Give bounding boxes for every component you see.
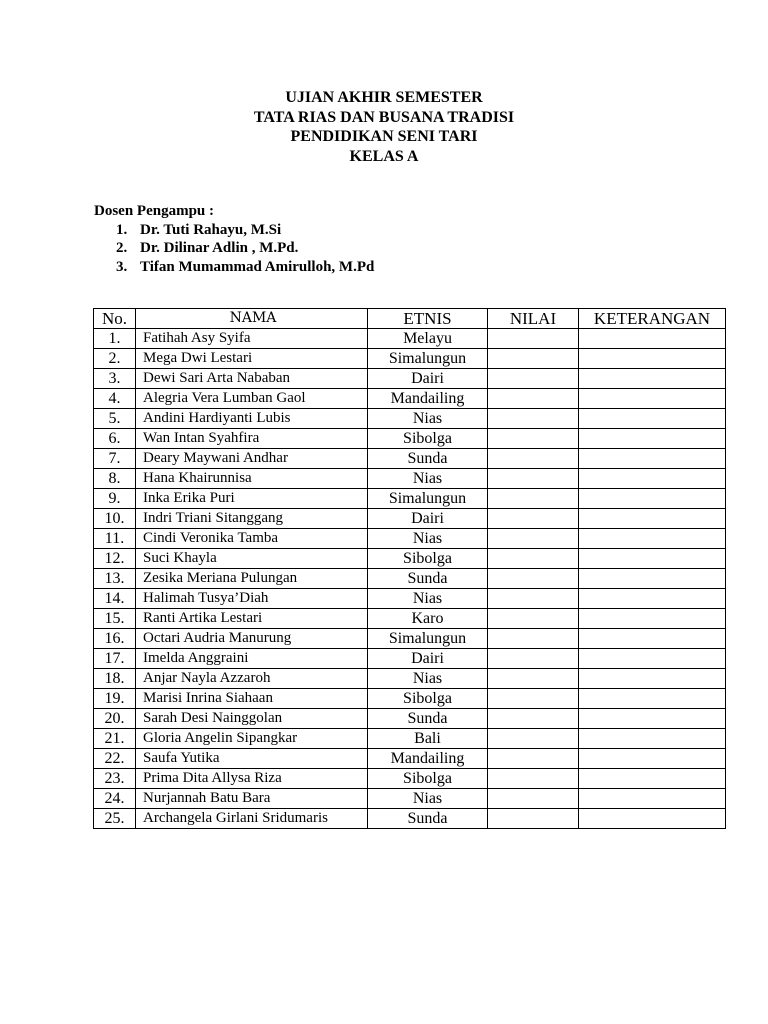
cell-etnis: Mandailing xyxy=(368,749,488,769)
lecturer-list xyxy=(94,221,374,277)
table-row xyxy=(94,369,726,389)
column-header-no: No. xyxy=(94,309,136,329)
cell-keterangan xyxy=(579,669,726,689)
cell-keterangan xyxy=(579,569,726,589)
table-row xyxy=(94,669,726,689)
table-row xyxy=(94,489,726,509)
cell-etnis: Nias xyxy=(368,589,488,609)
cell-nama: Suci Khayla xyxy=(136,549,368,569)
cell-nama: Archangela Girlani Sridumaris xyxy=(136,809,368,829)
cell-keterangan xyxy=(579,449,726,469)
cell-etnis: Sunda xyxy=(368,809,488,829)
cell-etnis: Simalungun xyxy=(368,489,488,509)
cell-etnis: Nias xyxy=(368,669,488,689)
cell-etnis: Dairi xyxy=(368,509,488,529)
cell-keterangan xyxy=(579,709,726,729)
table-row xyxy=(94,329,726,349)
cell-no: 19. xyxy=(94,689,136,709)
cell-nilai xyxy=(488,769,579,789)
cell-nama: Indri Triani Sitanggang xyxy=(136,509,368,529)
cell-no: 7. xyxy=(94,449,136,469)
lecturer-number: 1. xyxy=(116,221,128,238)
cell-etnis: Karo xyxy=(368,609,488,629)
cell-no: 21. xyxy=(94,729,136,749)
cell-nilai xyxy=(488,549,579,569)
column-header-nilai: NILAI xyxy=(488,309,579,329)
cell-nama: Sarah Desi Nainggolan xyxy=(136,709,368,729)
cell-nilai xyxy=(488,529,579,549)
cell-no: 4. xyxy=(94,389,136,409)
cell-no: 8. xyxy=(94,469,136,489)
cell-keterangan xyxy=(579,769,726,789)
table-row xyxy=(94,809,726,829)
cell-no: 5. xyxy=(94,409,136,429)
document-title xyxy=(0,88,768,166)
cell-nama: Fatihah Asy Syifa xyxy=(136,329,368,349)
cell-keterangan xyxy=(579,349,726,369)
cell-keterangan xyxy=(579,389,726,409)
lecturer-number: 3. xyxy=(116,258,128,275)
cell-nama: Dewi Sari Arta Nababan xyxy=(136,369,368,389)
cell-keterangan xyxy=(579,789,726,809)
cell-no: 3. xyxy=(94,369,136,389)
cell-no: 9. xyxy=(94,489,136,509)
cell-etnis: Nias xyxy=(368,469,488,489)
cell-no: 17. xyxy=(94,649,136,669)
cell-nilai xyxy=(488,749,579,769)
table-row xyxy=(94,449,726,469)
cell-etnis: Sibolga xyxy=(368,689,488,709)
cell-keterangan xyxy=(579,409,726,429)
cell-nilai xyxy=(488,609,579,629)
title-line-class: KELAS A xyxy=(349,147,419,165)
cell-nama: Saufa Yutika xyxy=(136,749,368,769)
cell-no: 18. xyxy=(94,669,136,689)
cell-keterangan xyxy=(579,629,726,649)
cell-nilai xyxy=(488,569,579,589)
column-header-etnis: ETNIS xyxy=(368,309,488,329)
cell-keterangan xyxy=(579,369,726,389)
cell-nilai xyxy=(488,449,579,469)
cell-keterangan xyxy=(579,489,726,509)
lecturer-name: Tifan Mumammad Amirulloh, M.Pd xyxy=(140,258,375,275)
cell-no: 15. xyxy=(94,609,136,629)
cell-nilai xyxy=(488,709,579,729)
cell-no: 16. xyxy=(94,629,136,649)
cell-nama: Alegria Vera Lumban Gaol xyxy=(136,389,368,409)
cell-keterangan xyxy=(579,729,726,749)
column-header-keterangan: KETERANGAN xyxy=(579,309,726,329)
cell-etnis: Simalungun xyxy=(368,349,488,369)
cell-etnis: Sibolga xyxy=(368,769,488,789)
cell-etnis: Nias xyxy=(368,409,488,429)
cell-no: 11. xyxy=(94,529,136,549)
cell-nama: Marisi Inrina Siahaan xyxy=(136,689,368,709)
table-row xyxy=(94,629,726,649)
cell-keterangan xyxy=(579,429,726,449)
cell-nama: Octari Audria Manurung xyxy=(136,629,368,649)
cell-etnis: Dairi xyxy=(368,369,488,389)
title-line-program: PENDIDIKAN SENI TARI xyxy=(290,128,478,145)
cell-nilai xyxy=(488,729,579,749)
cell-nama: Prima Dita Allysa Riza xyxy=(136,769,368,789)
cell-etnis: Mandailing xyxy=(368,389,488,409)
lecturer-item xyxy=(94,258,374,277)
table-row xyxy=(94,729,726,749)
cell-nama: Deary Maywani Andhar xyxy=(136,449,368,469)
cell-etnis: Sunda xyxy=(368,569,488,589)
table-row xyxy=(94,409,726,429)
cell-no: 25. xyxy=(94,809,136,829)
table-row xyxy=(94,789,726,809)
cell-no: 13. xyxy=(94,569,136,589)
cell-nama: Cindi Veronika Tamba xyxy=(136,529,368,549)
cell-etnis: Nias xyxy=(368,789,488,809)
cell-nama: Inka Erika Puri xyxy=(136,489,368,509)
table-row xyxy=(94,689,726,709)
title-line-course: TATA RIAS DAN BUSANA TRADISI xyxy=(253,108,515,126)
table-row xyxy=(94,549,726,569)
cell-nilai xyxy=(488,329,579,349)
table-row xyxy=(94,769,726,789)
cell-keterangan xyxy=(579,809,726,829)
cell-keterangan xyxy=(579,689,726,709)
cell-nilai xyxy=(488,489,579,509)
cell-no: 10. xyxy=(94,509,136,529)
cell-nilai xyxy=(488,589,579,609)
table-row xyxy=(94,349,726,369)
table-row xyxy=(94,429,726,449)
lecturer-item xyxy=(94,239,374,258)
cell-nilai xyxy=(488,649,579,669)
cell-keterangan xyxy=(579,509,726,529)
cell-nilai xyxy=(488,349,579,369)
cell-etnis: Sibolga xyxy=(368,429,488,449)
cell-no: 23. xyxy=(94,769,136,789)
table-row xyxy=(94,569,726,589)
cell-nama: Gloria Angelin Sipangkar xyxy=(136,729,368,749)
table-row xyxy=(94,389,726,409)
lecturer-name: Dr. Dilinar Adlin , M.Pd. xyxy=(140,240,299,256)
lecturer-item xyxy=(94,221,374,240)
cell-nilai xyxy=(488,669,579,689)
cell-etnis: Bali xyxy=(368,729,488,749)
table-row xyxy=(94,709,726,729)
cell-etnis: Sibolga xyxy=(368,549,488,569)
lecturer-name: Dr. Tuti Rahayu, M.Si xyxy=(140,221,282,238)
cell-no: 2. xyxy=(94,349,136,369)
cell-no: 12. xyxy=(94,549,136,569)
table-row xyxy=(94,749,726,769)
lecturer-heading: Dosen Pengampu : xyxy=(94,203,215,219)
cell-keterangan xyxy=(579,469,726,489)
cell-keterangan xyxy=(579,529,726,549)
table-row xyxy=(94,509,726,529)
cell-keterangan xyxy=(579,749,726,769)
cell-keterangan xyxy=(579,649,726,669)
cell-etnis: Simalungun xyxy=(368,629,488,649)
table-row xyxy=(94,609,726,629)
cell-nama: Ranti Artika Lestari xyxy=(136,609,368,629)
cell-keterangan xyxy=(579,609,726,629)
cell-nilai xyxy=(488,689,579,709)
cell-etnis: Melayu xyxy=(368,329,488,349)
cell-keterangan xyxy=(579,589,726,609)
cell-etnis: Sunda xyxy=(368,709,488,729)
cell-nilai xyxy=(488,789,579,809)
cell-no: 20. xyxy=(94,709,136,729)
cell-keterangan xyxy=(579,549,726,569)
cell-nama: Halimah Tusya’Diah xyxy=(136,589,368,609)
table-row xyxy=(94,589,726,609)
cell-nama: Nurjannah Batu Bara xyxy=(136,789,368,809)
title-line-exam: UJIAN AKHIR SEMESTER xyxy=(285,89,483,106)
cell-no: 6. xyxy=(94,429,136,449)
cell-nilai xyxy=(488,809,579,829)
cell-nilai xyxy=(488,409,579,429)
cell-nilai xyxy=(488,429,579,449)
table-row xyxy=(94,649,726,669)
cell-etnis: Dairi xyxy=(368,649,488,669)
cell-no: 14. xyxy=(94,589,136,609)
student-grade-table xyxy=(93,308,726,829)
cell-nama: Wan Intan Syahfira xyxy=(136,429,368,449)
cell-nama: Zesika Meriana Pulungan xyxy=(136,569,368,589)
cell-no: 1. xyxy=(94,329,136,349)
cell-nilai xyxy=(488,509,579,529)
cell-nama: Mega Dwi Lestari xyxy=(136,349,368,369)
lecturer-section xyxy=(94,202,374,276)
cell-etnis: Nias xyxy=(368,529,488,549)
cell-etnis: Sunda xyxy=(368,449,488,469)
table-body xyxy=(94,329,726,829)
column-header-nama: NAMA xyxy=(136,309,368,329)
cell-nilai xyxy=(488,389,579,409)
cell-nama: Hana Khairunnisa xyxy=(136,469,368,489)
cell-nama: Imelda Anggraini xyxy=(136,649,368,669)
cell-no: 24. xyxy=(94,789,136,809)
cell-nilai xyxy=(488,629,579,649)
cell-nilai xyxy=(488,369,579,389)
cell-nama: Anjar Nayla Azzaroh xyxy=(136,669,368,689)
table-row xyxy=(94,469,726,489)
cell-nilai xyxy=(488,469,579,489)
table-header-row xyxy=(94,309,726,329)
table-row xyxy=(94,529,726,549)
cell-nama: Andini Hardiyanti Lubis xyxy=(136,409,368,429)
cell-no: 22. xyxy=(94,749,136,769)
lecturer-number: 2. xyxy=(116,240,128,256)
cell-keterangan xyxy=(579,329,726,349)
